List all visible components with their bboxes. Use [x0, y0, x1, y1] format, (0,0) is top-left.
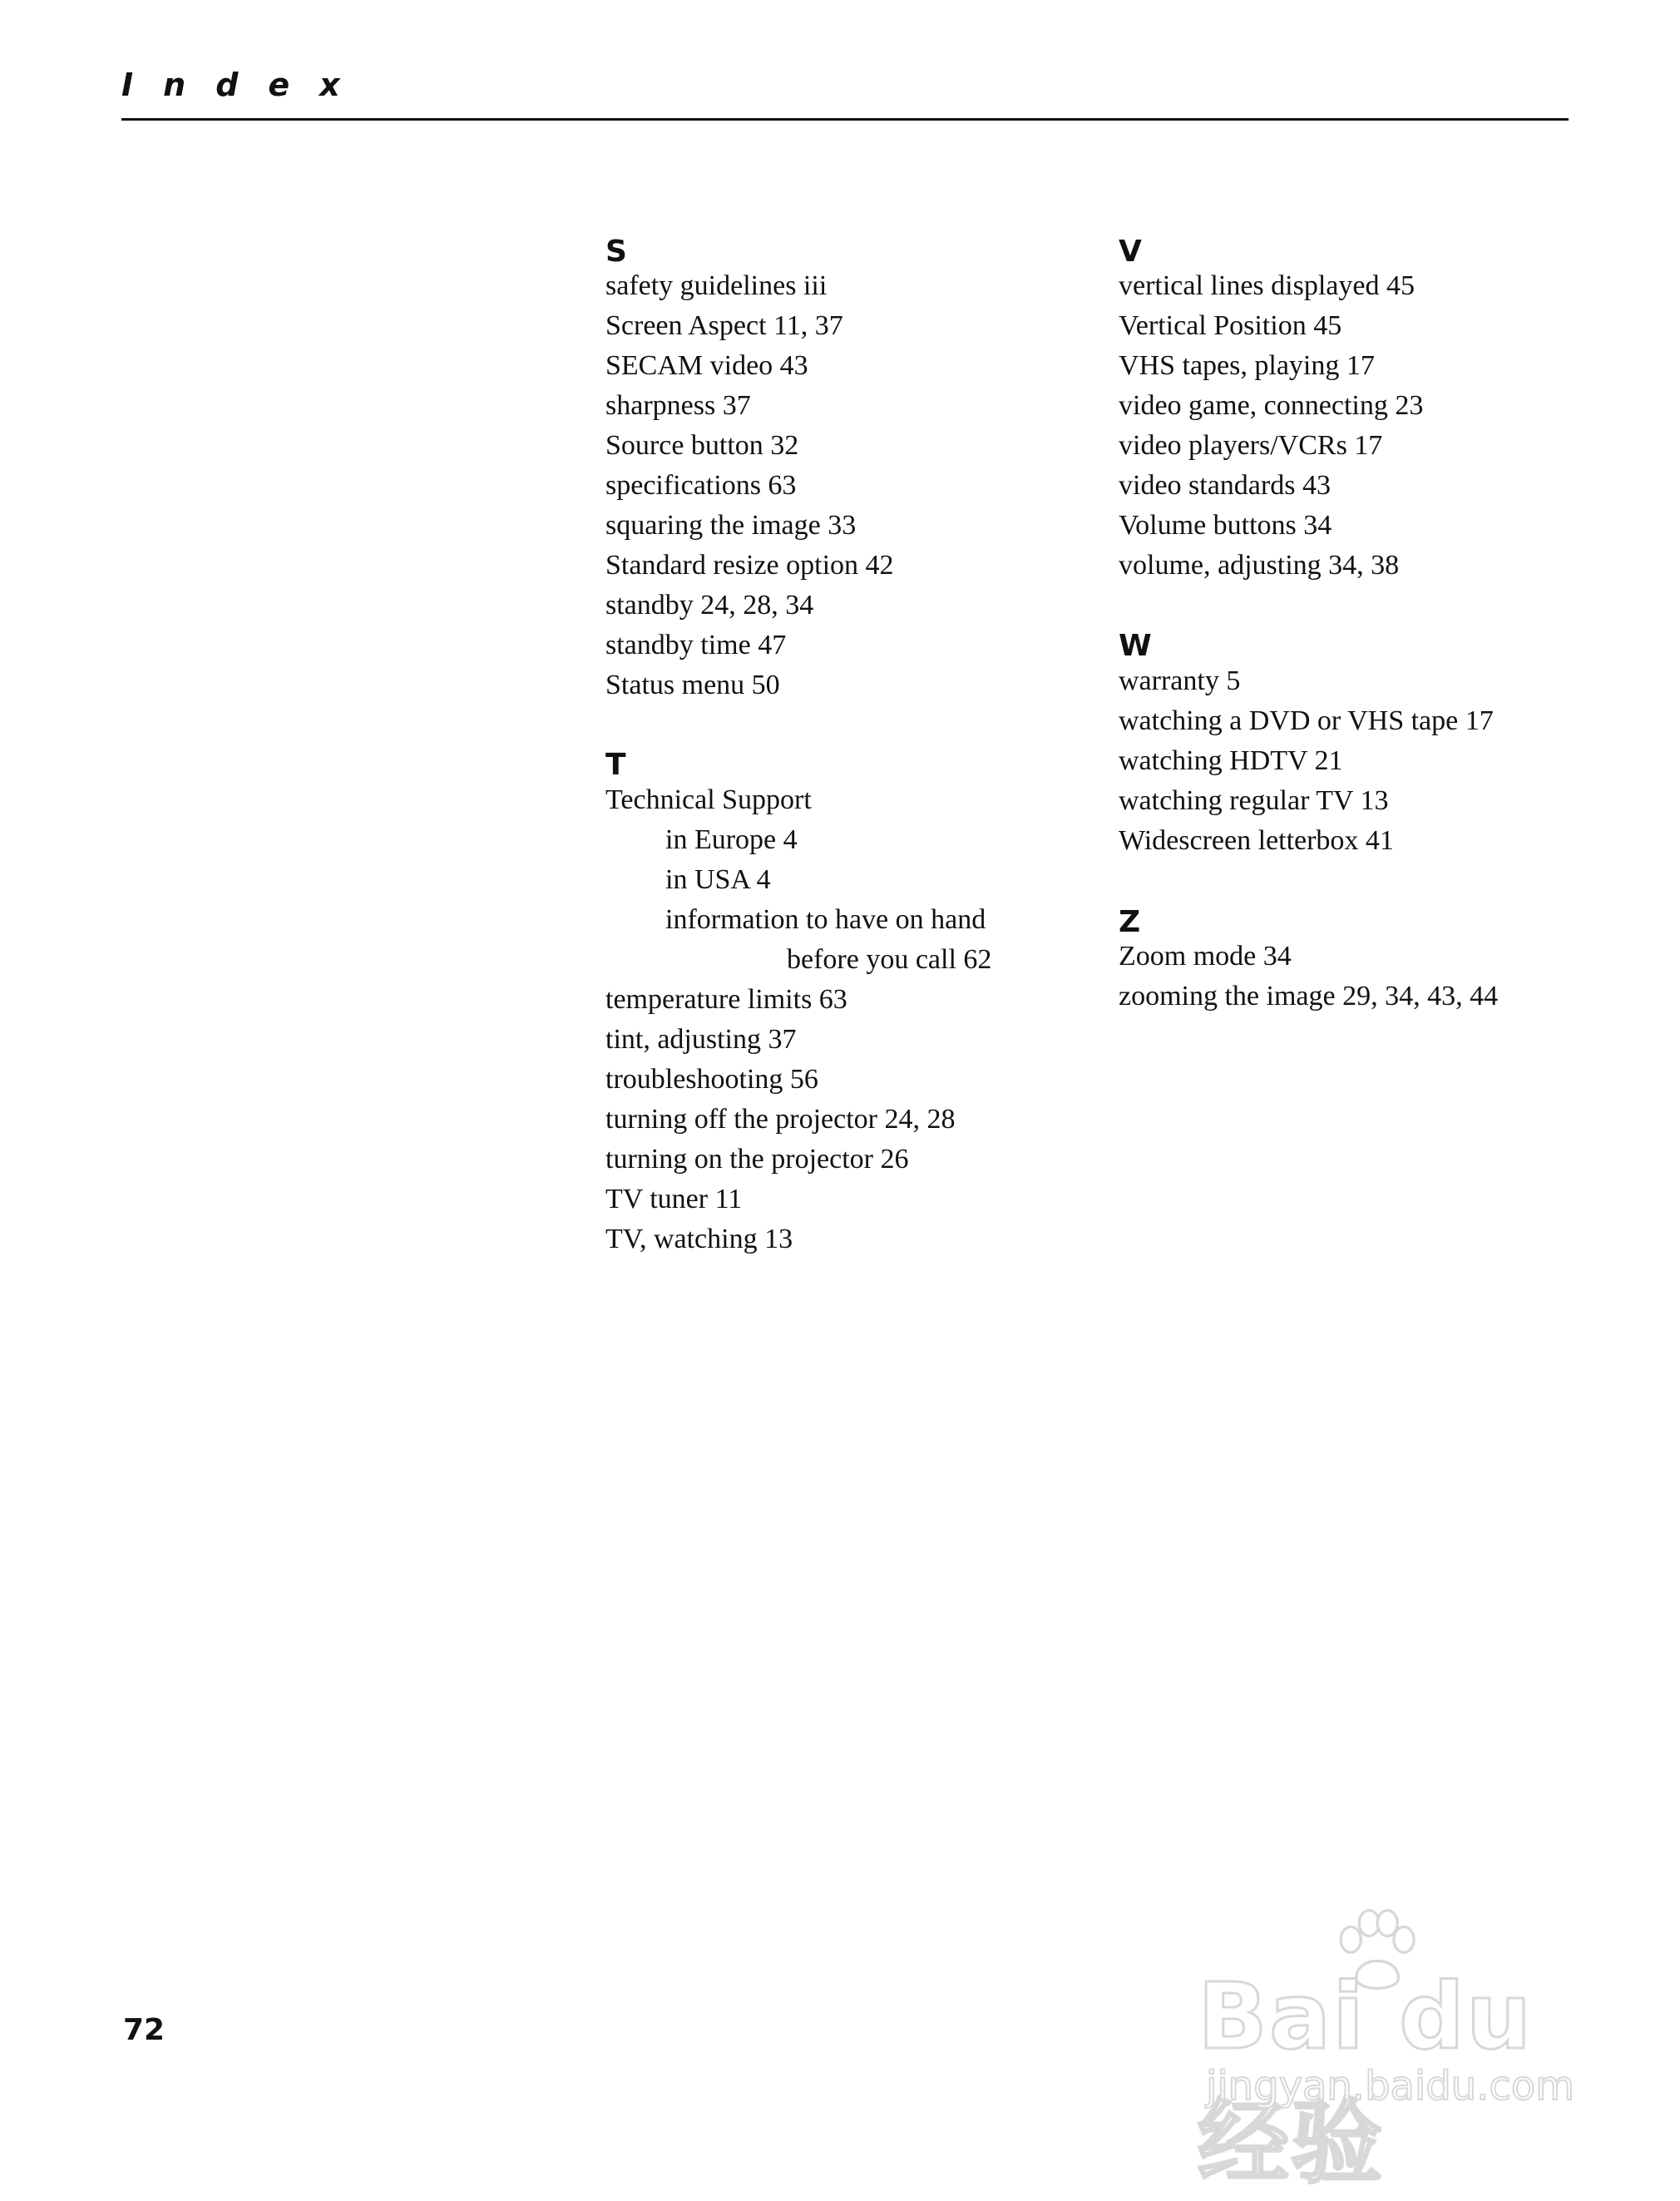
index-entry: safety guidelines iii — [605, 270, 828, 301]
index-entry: watching regular TV 13 — [1119, 785, 1389, 816]
index-entry: Technical Support — [605, 784, 812, 815]
index-entry: sharpness 37 — [605, 390, 751, 421]
index-entry: SECAM video 43 — [605, 350, 808, 381]
index-entry: volume, adjusting 34, 38 — [1119, 550, 1400, 581]
index-entry: TV, watching 13 — [605, 1224, 793, 1254]
index-entry: specifications 63 — [605, 470, 797, 501]
section-letter-z: Z — [1119, 905, 1141, 939]
index-entry: squaring the image 33 — [605, 510, 857, 541]
index-entry: troubleshooting 56 — [605, 1064, 818, 1095]
index-entry: Screen Aspect 11, 37 — [605, 310, 843, 341]
index-subentry-continuation: before you call 62 — [787, 944, 992, 975]
index-entry: VHS tapes, playing 17 — [1119, 350, 1375, 381]
index-subentry: in Europe 4 — [665, 824, 798, 855]
index-entry: standby 24, 28, 34 — [605, 590, 814, 621]
index-entry: temperature limits 63 — [605, 984, 847, 1015]
index-entry: video standards 43 — [1119, 470, 1331, 501]
index-entry: tint, adjusting 37 — [605, 1024, 797, 1055]
index-entry: standby time 47 — [605, 630, 787, 660]
index-entry: turning off the projector 24, 28 — [605, 1104, 956, 1135]
index-entry: zooming the image 29, 34, 43, 44 — [1119, 981, 1499, 1011]
section-letter-s: S — [605, 235, 627, 269]
page-number: 72 — [123, 2013, 166, 2047]
running-title: Index — [121, 67, 370, 103]
section-letter-t: T — [605, 748, 626, 782]
index-entry: Source button 32 — [605, 430, 799, 461]
baidu-jingyan-watermark — [1198, 1897, 1613, 2196]
index-entry: Standard resize option 42 — [605, 550, 894, 581]
index-entry: watching HDTV 21 — [1119, 745, 1343, 776]
index-entry: turning on the projector 26 — [605, 1144, 909, 1175]
index-entry: Volume buttons 34 — [1119, 510, 1332, 541]
index-entry: video players/VCRs 17 — [1119, 430, 1383, 461]
index-entry: watching a DVD or VHS tape 17 — [1119, 705, 1494, 736]
watermark-url: jingyan.baidu.com — [1206, 2063, 1574, 2109]
index-subentry: information to have on hand — [665, 904, 986, 935]
index-entry: Status menu 50 — [605, 670, 780, 700]
index-entry: Vertical Position 45 — [1119, 310, 1342, 341]
index-entry: warranty 5 — [1119, 665, 1241, 696]
index-entry: Widescreen letterbox 41 — [1119, 825, 1394, 856]
index-entry: Zoom mode 34 — [1119, 941, 1292, 972]
watermark-logo-text: Bai du 经验 — [1198, 1963, 1534, 2196]
index-entry: vertical lines displayed 45 — [1119, 270, 1415, 301]
index-entry: video game, connecting 23 — [1119, 390, 1424, 421]
section-letter-v: V — [1119, 235, 1142, 269]
header-rule — [121, 118, 1569, 121]
index-entry: TV tuner 11 — [605, 1184, 743, 1214]
index-subentry: in USA 4 — [665, 864, 771, 895]
section-letter-w: W — [1119, 629, 1152, 663]
